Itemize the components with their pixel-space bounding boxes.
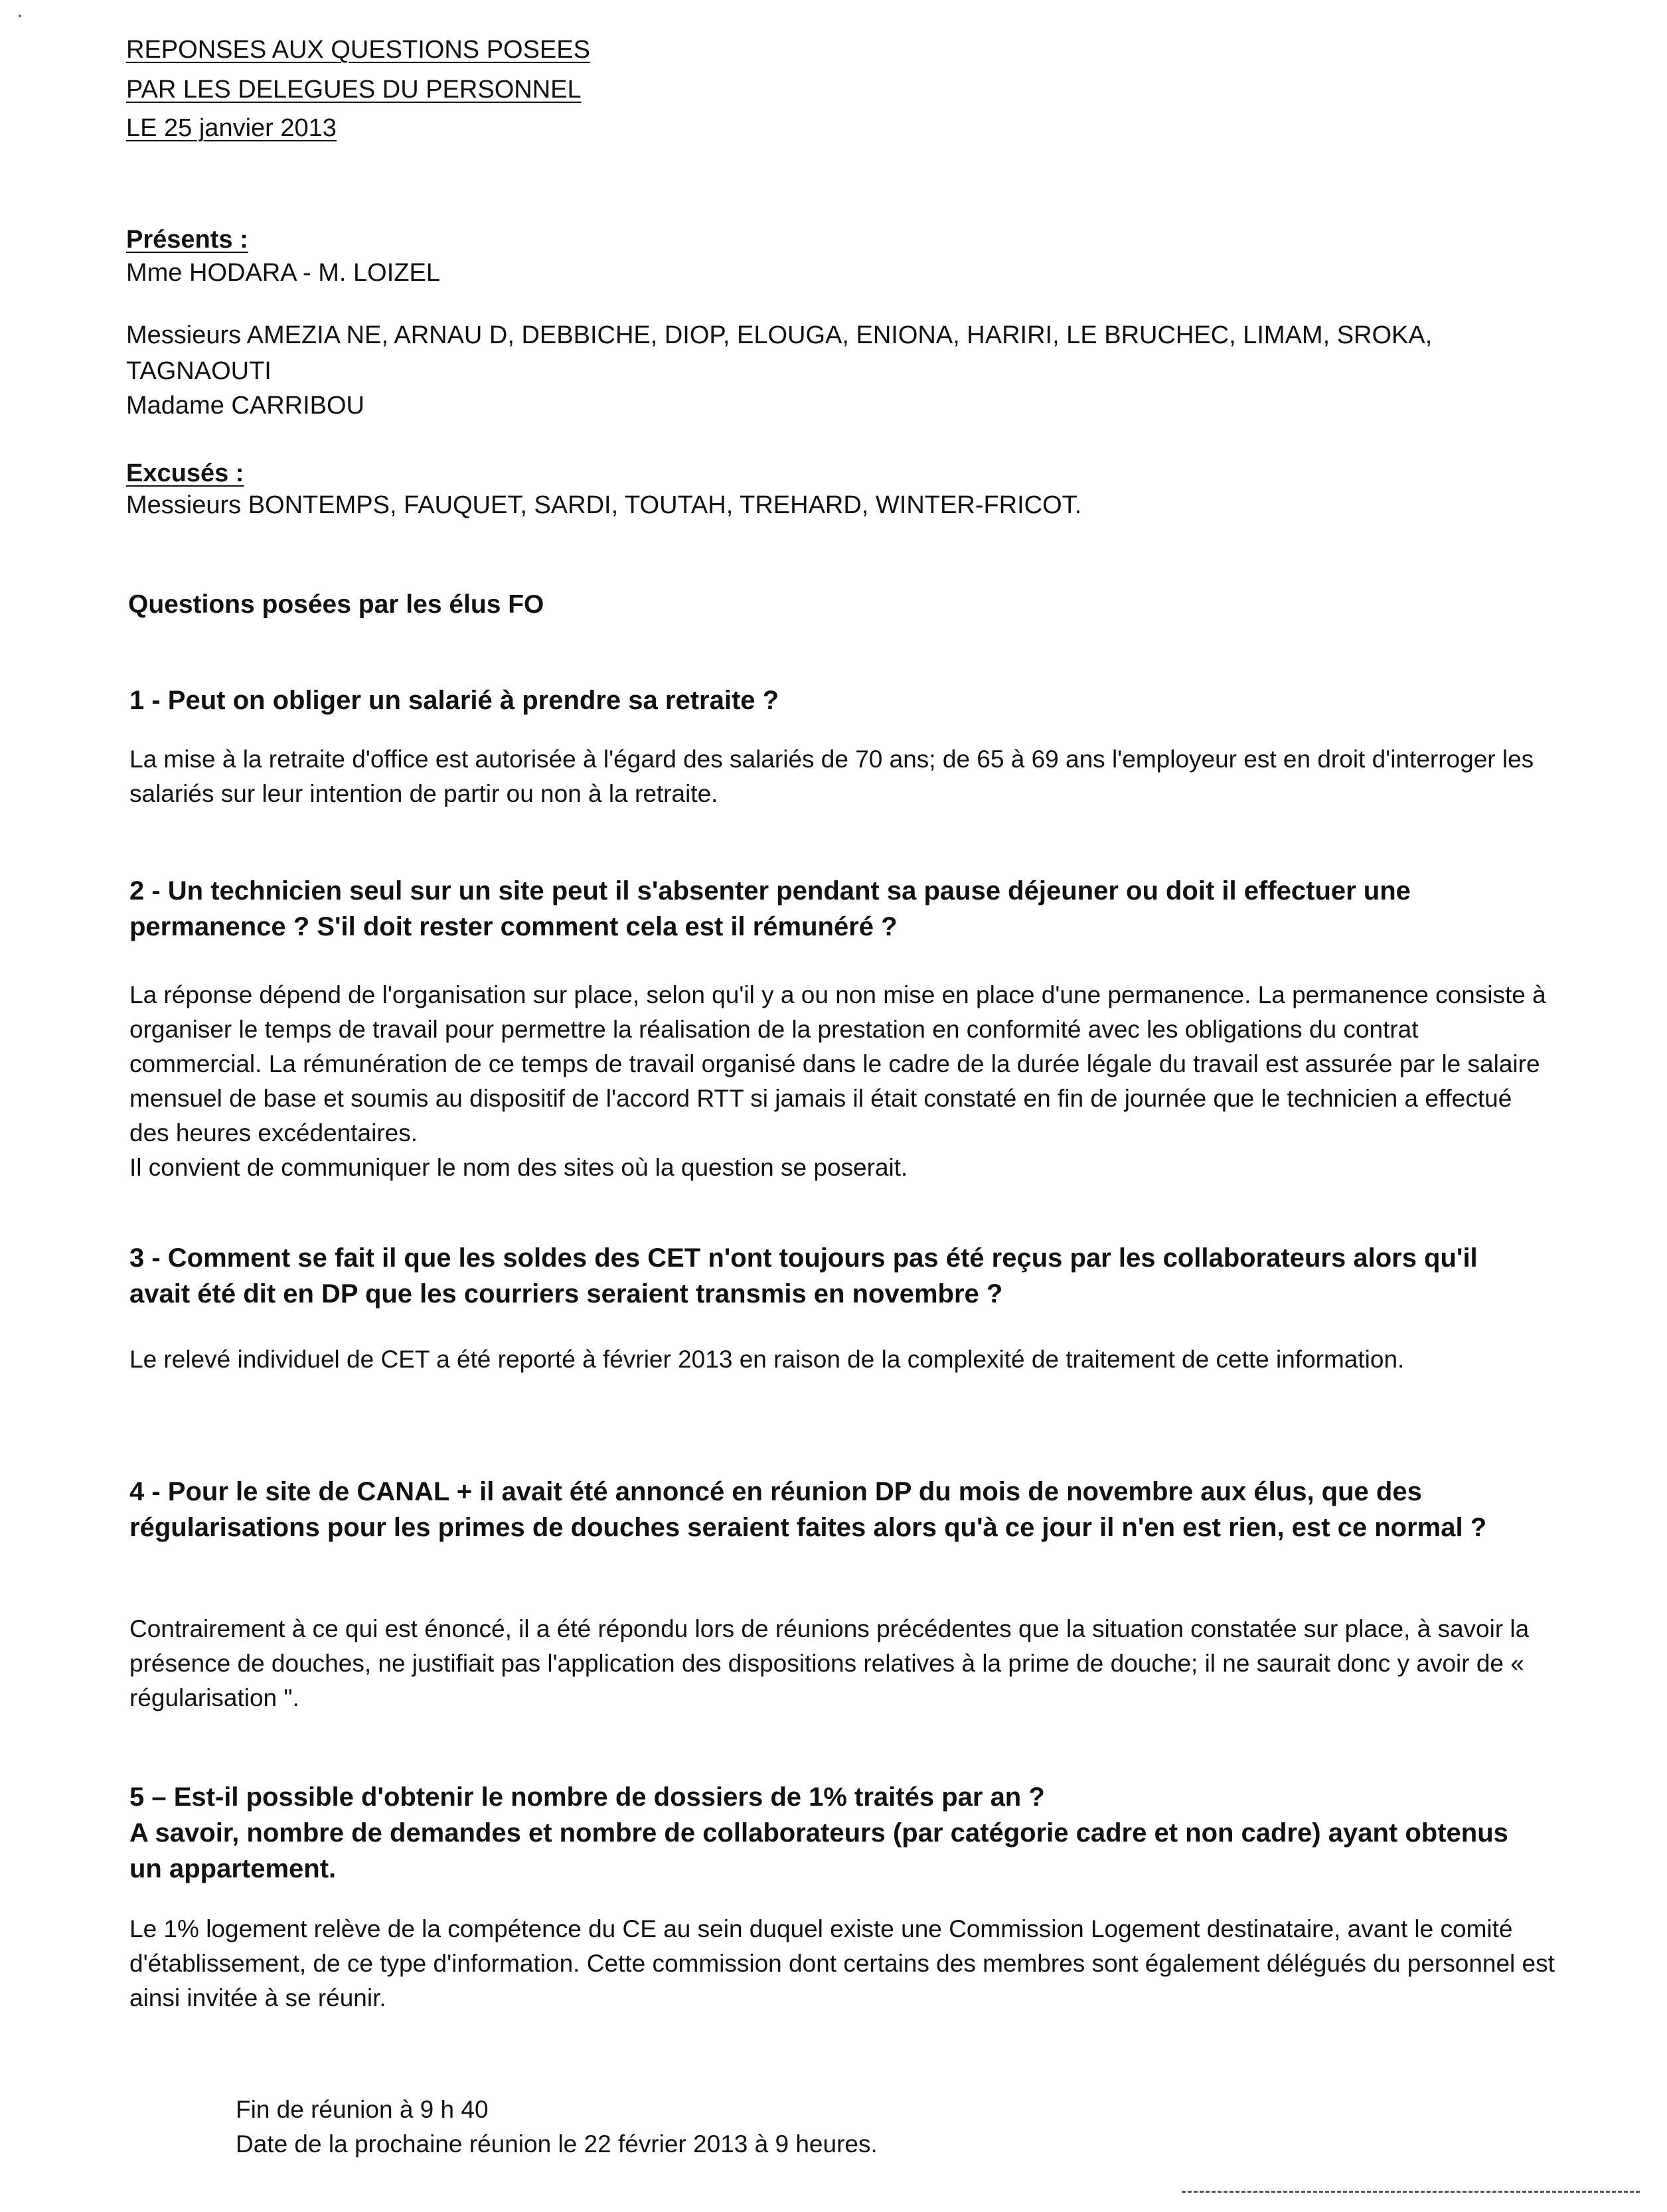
presents-line-4: Madame CARRIBOU xyxy=(126,392,364,420)
excuses-label: Excusés : xyxy=(126,459,244,487)
presents-line-3: TAGNAOUTI xyxy=(126,357,272,385)
question-2: 2 - Un technicien seul sur un site peut il s'absenter pendant sa pause déjeuner ou doit il effectuer une permanence ? S'il doit rester comment cela est il rémunéré ? xyxy=(129,876,1411,941)
question-3: 3 - Comment se fait il que les soldes des CET n'ont toujours pas été reçus par les collaborateurs alors qu'il avait été dit en DP que les courriers seraient transmis en novembre ? xyxy=(129,1243,1478,1308)
header-date: LE 25 janvier 2013 xyxy=(126,114,337,142)
header-line-2: PAR LES DELEGUES DU PERSONNEL xyxy=(126,76,582,104)
answer-2: La réponse dépend de l'organisation sur place, selon qu'il y a ou non mise en place d'une permanence. La permanence consiste à organiser le temps de travail pour permettre la réalisation de la prestation en conformité avec les obligations du contrat commercial. La rémunération de ce temps de travail organisé dans le cadre de la durée légale du travail est assurée par le salaire mensuel de base et soumis au dispositif de l'accord RTT si jamais il était constaté en fin de journée que le technicien a effectué des heures excédentaires. xyxy=(129,981,1546,1146)
dashed-rule xyxy=(1182,2191,1640,2193)
footer-line-1: Fin de réunion à 9 h 40 xyxy=(236,2096,489,2123)
excuses-line-1: Messieurs BONTEMPS, FAUQUET, SARDI, TOUTAH, TREHARD, WINTER-FRICOT. xyxy=(126,491,1082,519)
answer-2-extra: Il convient de communiquer le nom des sites où la question se poserait. xyxy=(129,1154,908,1181)
presents-line-1: Mme HODARA - M. LOIZEL xyxy=(126,259,440,287)
answer-3: Le relevé individuel de CET a été reporté à février 2013 en raison de la complexité de traitement de cette information. xyxy=(129,1346,1405,1373)
footer-line-2: Date de la prochaine réunion le 22 février 2013 à 9 heures. xyxy=(236,2130,878,2158)
answer-1: La mise à la retraite d'office est autorisée à l'égard des salariés de 70 ans; de 65 à 69 ans l'employeur est en droit d'interroger les salariés sur leur intention de partir ou non à la retraite. xyxy=(129,746,1534,807)
question-5: 5 – Est-il possible d'obtenir le nombre de dossiers de 1% traités par an ? xyxy=(129,1782,1045,1812)
presents-line-2: Messieurs AMEZIA NE, ARNAU D, DEBBICHE, DIOP, ELOUGA, ENIONA, HARIRI, LE BRUCHEC, LIMAM, SROKA, xyxy=(126,321,1433,349)
answer-4: Contrairement à ce qui est énoncé, il a été répondu lors de réunions précédentes que la situation constatée sur place, à savoir la présence de douches, ne justifiait pas l'application des dispositions relatives à la prime de douche; il ne saurait donc y avoir de « régularisation ". xyxy=(129,1615,1530,1711)
question-1: 1 - Peut on obliger un salarié à prendre sa retraite ? xyxy=(129,686,779,715)
question-5-extra: A savoir, nombre de demandes et nombre de collaborateurs (par catégorie cadre et non cadre) ayant obtenus un appartement. xyxy=(129,1818,1508,1883)
scan-speck xyxy=(19,15,21,17)
header-line-1: REPONSES AUX QUESTIONS POSEES xyxy=(126,36,590,64)
presents-label: Présents : xyxy=(126,226,248,254)
answer-5: Le 1% logement relève de la compétence du CE au sein duquel existe une Commission Logement destinataire, avant le comité d'établissement, de ce type d'information. Cette commission dont certains des membres sont également délégués du personnel est ainsi invitée à se réunir. xyxy=(129,1915,1555,2012)
section-title: Questions posées par les élus FO xyxy=(128,590,544,619)
question-4: 4 - Pour le site de CANAL + il avait été annoncé en réunion DP du mois de novembre aux élus, que des régularisations pour les primes de douches seraient faites alors qu'à ce jour il n'en est rien, est ce normal ? xyxy=(129,1477,1487,1542)
